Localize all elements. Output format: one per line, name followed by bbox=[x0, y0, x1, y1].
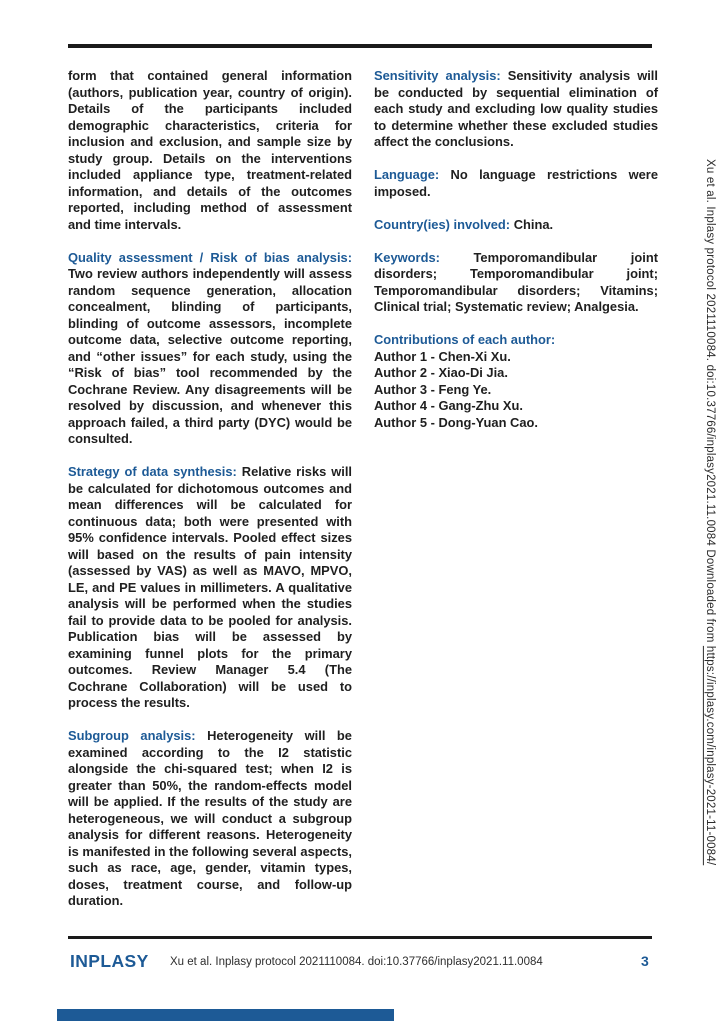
section-heading-keywords: Keywords: bbox=[374, 249, 440, 265]
section-heading-quality-assessment: Quality assessment / Risk of bias analysis: bbox=[68, 249, 352, 265]
paragraph-country-involved bbox=[374, 217, 658, 234]
paragraph-subgroup-analysis bbox=[68, 728, 352, 910]
paragraph-text: Heterogeneity will be examined according to the I2 statistic alongside the chi-squared test; when I2 is greater than 50%, the random-effects model will be applied. If the results of the study are heterogeneous, we will conduct a subgroup analysis for different reasons. Heterogeneity is manifested in the following several aspects, such as race, age, gender, vitamin types, doses, treatment course, and follow-up duration. bbox=[68, 728, 352, 908]
section-heading-strategy-data-synthesis: Strategy of data synthesis: bbox=[68, 464, 237, 479]
section-heading-contributions: Contributions of each author: bbox=[374, 332, 556, 347]
footer-citation: Xu et al. Inplasy protocol 2021110084. doi:10.37766/inplasy2021.11.0084 bbox=[170, 956, 543, 968]
paragraph-text: No language restrictions were imposed. bbox=[374, 167, 658, 199]
paragraph-text: form that contained general information (authors, publication year, country of origin). Details of the participants included demographic characteristics, criteria for inclusion and exclusion, and sample size by study group. Details on the interventions included appliance type, treatment-related information, and details of the outcomes reported, including method of assessment and time intervals. bbox=[68, 68, 352, 232]
section-heading-language: Language: bbox=[374, 167, 440, 182]
column-right bbox=[374, 68, 658, 448]
author-line: Author 3 - Feng Ye. bbox=[374, 381, 492, 397]
paragraph-data-extraction bbox=[68, 68, 352, 233]
page-number: 3 bbox=[641, 953, 649, 969]
author-line: Author 4 - Gang-Zhu Xu. bbox=[374, 398, 523, 413]
footer-rule bbox=[68, 936, 652, 939]
section-heading-country-involved: Country(ies) involved: bbox=[374, 216, 511, 232]
sidebar-citation-link[interactable]: https://inplasy.com/inplasy-2021-11-0084/ bbox=[704, 645, 716, 866]
paragraph-text: Sensitivity analysis will be conducted by sequential elimination of each study and excluding low quality studies to determine whether these excluded studies affect the conclusions. bbox=[374, 68, 658, 149]
author-line: Author 2 - Xiao-Di Jia. bbox=[374, 365, 508, 380]
section-heading-sensitivity-analysis: Sensitivity analysis: bbox=[374, 68, 501, 83]
section-heading-subgroup-analysis: Subgroup analysis: bbox=[68, 728, 196, 743]
paragraph-text: Relative risks will be calculated for dichotomous outcomes and mean differences will be calculated for continuous data; both were presented with 95% confidence intervals. Pooled effect sizes will based on the results of pain intensity (assessed by VAS) as well as MAVO, MPVO, LE, and PE values in millimeters. A qualitative analysis will be performed when the studies fail to provide data to be pooled for analysis. Publication bias will be assessed by examining funnel plots for the primary outcomes. Review Manager 5.4 (The Cochrane Collaboration) will be used to process the results. bbox=[68, 464, 352, 710]
paragraph-author-contributions bbox=[374, 332, 658, 431]
column-left bbox=[68, 68, 352, 926]
paragraph-strategy-data-synthesis bbox=[68, 464, 352, 712]
paragraph-text: Temporomandibular joint disorders; Temporomandibular joint; Temporomandibular disorders; Vitamins; Clinical trial; Systematic review; Analgesia. bbox=[374, 249, 658, 314]
paragraph-quality-assessment bbox=[68, 250, 352, 448]
author-line: Author 1 - Chen-Xi Xu. bbox=[374, 348, 511, 364]
paragraph-keywords bbox=[374, 250, 658, 316]
author-line: Author 5 - Dong-Yuan Cao. bbox=[374, 414, 538, 430]
sidebar-citation-text: Xu et al. Inplasy protocol 2021110084. doi:10.37766/inplasy2021.11.0084 Downloaded from bbox=[704, 158, 716, 646]
inplasy-logo: INPLASY bbox=[70, 951, 149, 971]
top-rule bbox=[68, 44, 652, 48]
paragraph-text: Two review authors independently will assess random sequence generation, allocation concealment, blinding of participants, blinding of outcome assessors, incomplete outcome data, selective outcome reporting, and “other issues” for each study, using the “Risk of bias” tool recommended by the Cochrane Review. Any disagreements will be resolved by discussion, and whenever this approach failed, a third party (DYC) would be consulted. bbox=[68, 266, 352, 446]
paragraph-language bbox=[374, 167, 658, 200]
paragraph-text: China. bbox=[513, 216, 554, 232]
sidebar-rotated-citation bbox=[694, 0, 716, 1024]
paragraph-sensitivity-analysis bbox=[374, 68, 658, 151]
footer-brand-bar bbox=[57, 1009, 394, 1021]
